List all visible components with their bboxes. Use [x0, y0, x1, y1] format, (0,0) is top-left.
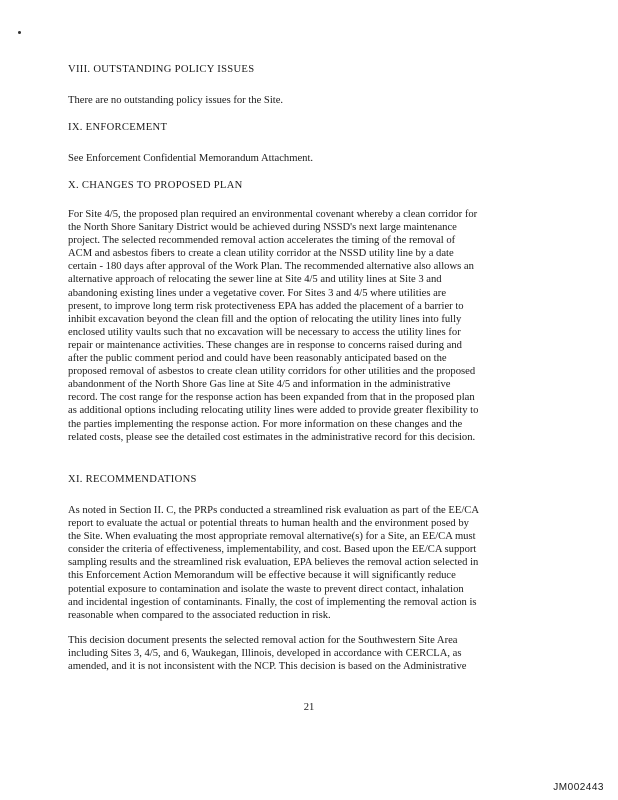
section-x-paragraph [68, 208, 542, 444]
bates-number: JM002443 [553, 782, 604, 793]
paragraph-line: abandonment of the North Shore Gas line at Site 4/5 and information in the administrative [68, 379, 451, 391]
paragraph-line: record. The cost range for the response action has been expanded from that in the proposed plan [68, 392, 475, 404]
paragraph-line: inhibit excavation beyond the clean fill and the option of relocating the utility lines into fully [68, 313, 462, 325]
paragraph-line: the Site. When evaluating the most appropriate removal alternative(s) for a Site, an EE/CA must [68, 531, 476, 543]
paragraph-line: as additional options including relocating utility lines were added to provide greater flexibility to [68, 405, 479, 417]
paragraph-line: amended, and it is not inconsistent with the NCP. This decision is based on the Administrative [68, 661, 467, 673]
paragraph-line: including Sites 3, 4/5, and 6, Waukegan, Illinois, developed in accordance with CERCLA, as [68, 648, 462, 660]
paragraph-line: As noted in Section II. C, the PRPs conducted a streamlined risk evaluation as part of the EE/CA [68, 505, 480, 516]
section-xi-paragraph-2 [68, 634, 542, 673]
section-viii-heading: VIII. OUTSTANDING POLICY ISSUES [68, 64, 255, 75]
paragraph-line: potential exposure to contamination and isolate the waste to prevent direct contact, inhalation [68, 583, 464, 595]
paragraph-line: For Site 4/5, the proposed plan required an environmental covenant whereby a clean corridor for [68, 209, 478, 220]
paragraph-line: sampling results and the streamlined risk evaluation, EPA believes the removal action selected in [68, 557, 479, 569]
scan-speck [18, 31, 21, 34]
paragraph-line: repair or maintenance activities. These changes are in response to concerns raised during and [68, 339, 462, 351]
paragraph-line: consider the criteria of effectiveness, implementability, and cost. Based upon the EE/CA support [68, 544, 477, 556]
paragraph-line: this Enforcement Action Memorandum will be effective because it will significantly reduce [68, 570, 456, 582]
paragraph-line: present, to improve long term risk protectiveness EPA has added the placement of a barrier to [68, 300, 464, 312]
paragraph-line: certain - 180 days after approval of the Work Plan. The recommended alternative also allows an [68, 261, 474, 273]
section-viii-text: There are no outstanding policy issues for the Site. [68, 95, 284, 106]
paragraph-line: and incidental ingestion of contaminants. Finally, the cost of implementing the removal action is [68, 596, 477, 608]
section-ix-text: See Enforcement Confidential Memorandum Attachment. [68, 153, 314, 164]
paragraph-line: project. The selected recommended removal action accelerates the timing of the removal of [68, 235, 456, 247]
paragraph-line: enclosed utility vaults such that no excavation will be necessary to access the utility lines for [68, 326, 461, 338]
paragraph-line: alternative approach of relocating the sewer line at Site 4/5 and utility lines at Site 3 and [68, 274, 442, 286]
paragraph-line: proposed removal of asbestos to create clean utility corridors for other utilities and the proposed [68, 366, 476, 378]
section-xi-heading: XI. RECOMMENDATIONS [68, 474, 197, 485]
page-number: 21 [303, 702, 315, 713]
paragraph-line: the North Shore Sanitary District would be achieved during NSSD's next large maintenance [68, 222, 457, 234]
section-xi-paragraph-1 [68, 504, 542, 622]
paragraph-line: reasonable when compared to the associated reduction in risk. [68, 609, 331, 621]
paragraph-line: ACM and asbestos fibers to create a clean utility corridor at the NSSD utility line by a date [68, 248, 454, 260]
section-x-heading: X. CHANGES TO PROPOSED PLAN [68, 180, 243, 191]
paragraph-line: related costs, please see the detailed cost estimates in the administrative record for this decision. [68, 431, 476, 443]
paragraph-line: This decision document presents the selected removal action for the Southwestern Site Area [68, 635, 458, 646]
paragraph-line: the parties implementing the response action. For more information on these changes and the [68, 418, 463, 430]
paragraph-line: report to evaluate the actual or potential threats to human health and the environment posed by [68, 518, 469, 530]
section-ix-heading: IX. ENFORCEMENT [68, 122, 168, 133]
paragraph-line: after the public comment period and could have been reasonably anticipated based on the [68, 353, 447, 365]
paragraph-line: abandoning existing lines under a vegetative cover. For Sites 3 and 4/5 where utilities are [68, 287, 447, 299]
